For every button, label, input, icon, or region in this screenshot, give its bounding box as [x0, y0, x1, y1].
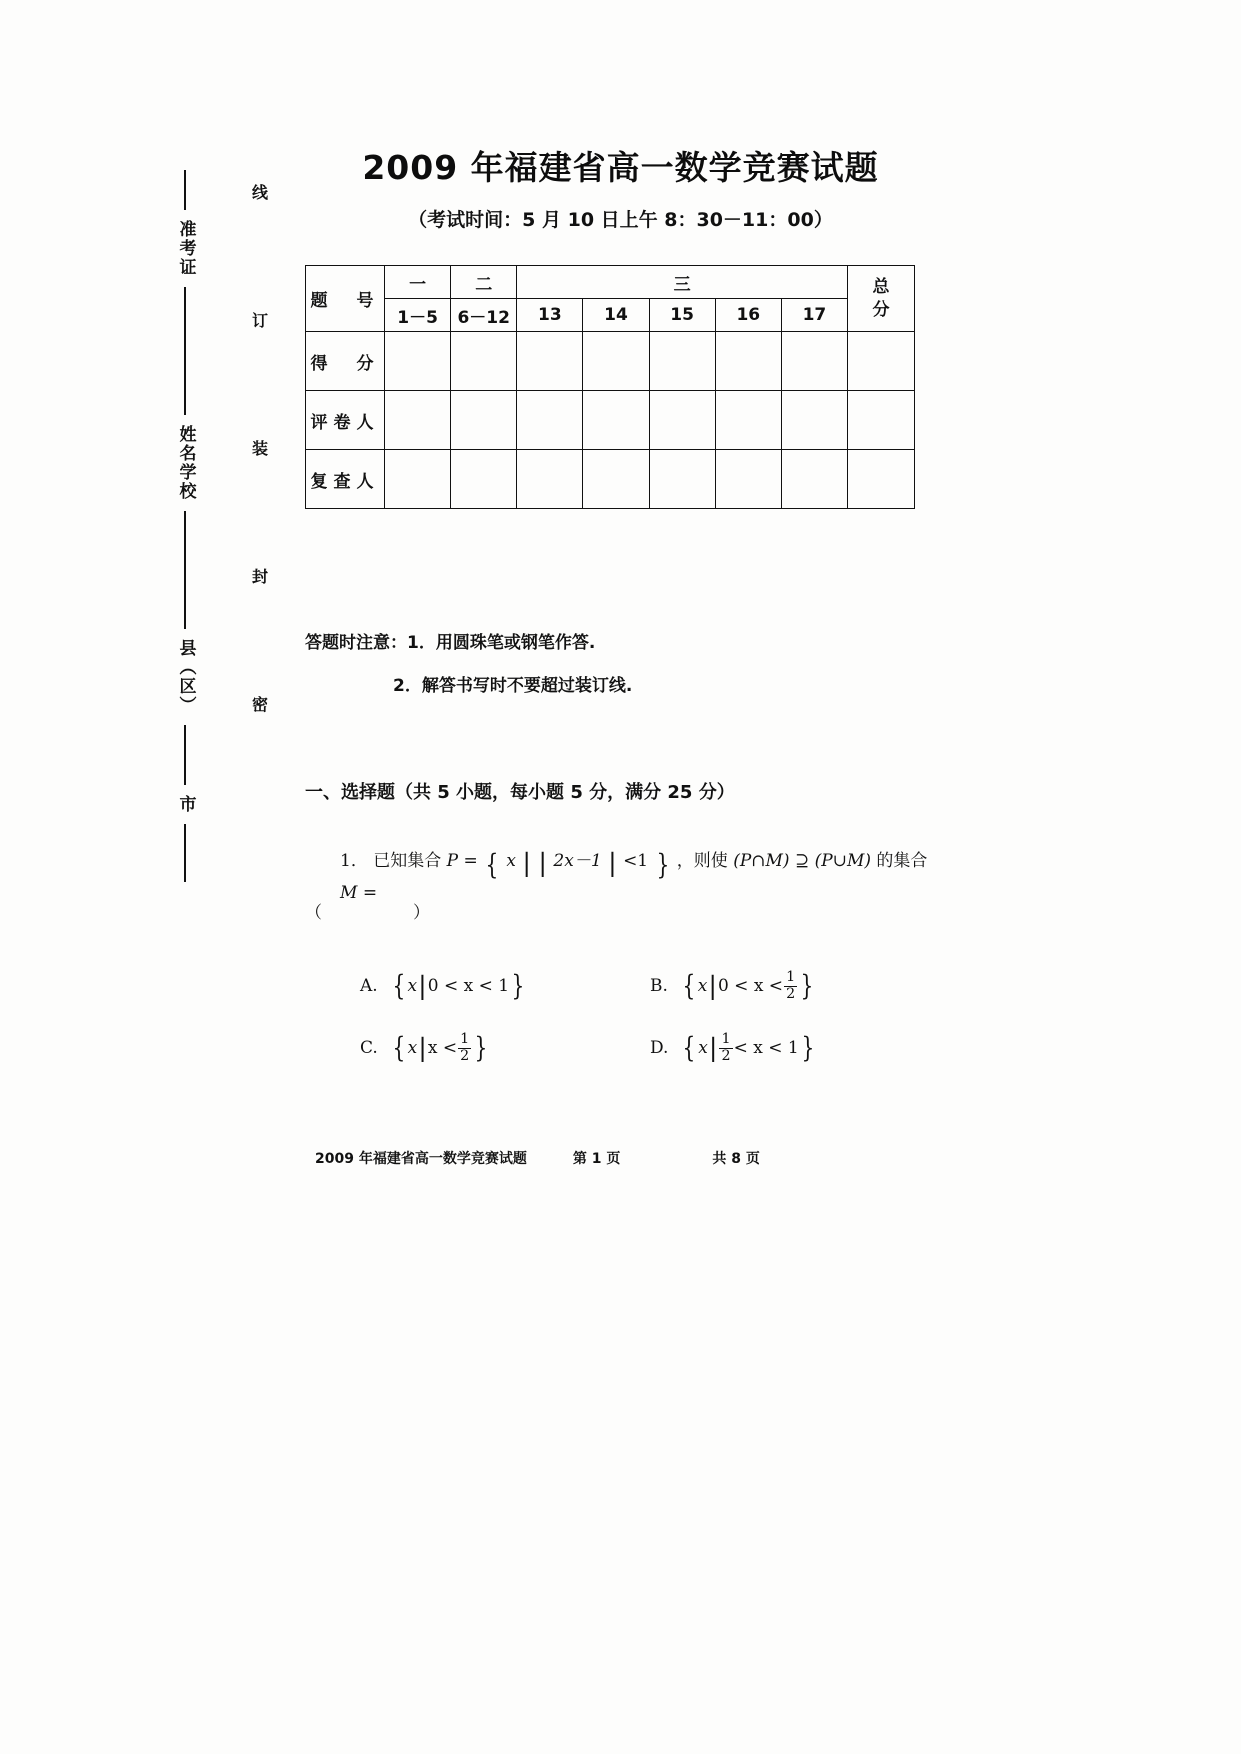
footer-total-pages: 共 8 页: [712, 1151, 760, 1167]
option-b-numerator: 1: [786, 969, 796, 986]
score-cell-6-12[interactable]: [451, 332, 517, 391]
score-cell-17[interactable]: [781, 332, 847, 391]
student-info-column: [162, 160, 208, 1110]
option-row-cd: [360, 1017, 920, 1079]
field-county: 县（区）: [175, 639, 196, 715]
field-city: 市: [175, 795, 196, 814]
abs-close-icon: |: [608, 848, 617, 879]
grader-cell-1-5[interactable]: [385, 391, 451, 450]
score-cell-13[interactable]: [517, 332, 583, 391]
question-1-intersection: (P∩M): [733, 851, 790, 871]
option-b-tag: B.: [650, 976, 668, 996]
section-heading-multiple-choice: 一、选择题（共 5 小题，每小题 5 分，满分 25 分）: [305, 782, 735, 803]
reviewer-cell-15[interactable]: [649, 450, 715, 509]
instruction-line-1: 答题时注意：1．用圆珠笔或钢笔作答.: [305, 633, 596, 653]
score-cell-15[interactable]: [649, 332, 715, 391]
question-1-text-before: 已知集合: [373, 851, 442, 871]
exam-time-subtitle: （考试时间：5 月 10 日上午 8：30－11：00）: [408, 209, 833, 231]
reviewer-cell-total[interactable]: [848, 450, 915, 509]
reviewer-cell-13[interactable]: [517, 450, 583, 509]
option-d-fraction: [719, 1032, 732, 1064]
question-1-text-after: 的集合: [876, 851, 928, 871]
seal-word-zhuang: 装: [249, 440, 269, 456]
question-1-number: 1．: [340, 851, 368, 871]
option-a-condition: 0 < x < 1: [427, 976, 510, 996]
option-d[interactable]: D. { x | $\frac{1}{2}$ < x < 1 }: [650, 1031, 815, 1064]
option-b-var: x: [697, 976, 708, 996]
option-row-ab: [360, 955, 920, 1017]
grader-cell-13[interactable]: [517, 391, 583, 450]
instruction-line-2: 2．解答书写时不要超过装订线.: [393, 676, 633, 697]
option-a-var: x: [407, 976, 418, 996]
option-d-tag: D.: [650, 1038, 669, 1058]
grader-cell-15[interactable]: [649, 391, 715, 450]
option-b-fraction: [784, 970, 797, 1002]
grader-cell-16[interactable]: [715, 391, 781, 450]
grader-cell-14[interactable]: [583, 391, 649, 450]
score-cell-1-5[interactable]: [385, 332, 451, 391]
option-b-condition-prefix: 0 < x <: [717, 976, 784, 996]
score-table-row-header: 题 号: [306, 266, 385, 332]
row-label-grader: 评卷人: [306, 391, 385, 450]
rule-2: [184, 511, 186, 629]
question-1-options: [360, 955, 920, 1079]
question-1-equals: =: [463, 851, 478, 871]
seal-word-mi: 密: [249, 696, 269, 712]
reviewer-cell-1-5[interactable]: [385, 450, 451, 509]
score-cell-16[interactable]: [715, 332, 781, 391]
total-line-1: 总: [872, 276, 890, 297]
score-table: [305, 265, 915, 509]
rule-3: [184, 725, 186, 785]
binding-margin: [150, 160, 290, 1110]
page-footer: [315, 1148, 935, 1168]
rule-bottom: [184, 824, 186, 882]
grader-cell-6-12[interactable]: [451, 391, 517, 450]
question-range-6-12: 6－12: [451, 299, 517, 332]
section-three-header: 三: [517, 266, 848, 299]
option-c-numerator: 1: [460, 1031, 470, 1048]
score-cell-14[interactable]: [583, 332, 649, 391]
option-b-denominator: 2: [786, 985, 796, 1002]
abs-open-icon: |: [538, 848, 548, 879]
seal-word-ding: 订: [249, 312, 269, 328]
question-1-supseteq: ⊇: [794, 851, 810, 871]
question-15: 15: [649, 299, 715, 332]
option-a[interactable]: A. { x | 0 < x < 1 }: [360, 969, 525, 1002]
option-c-condition-prefix: x <: [427, 1038, 458, 1058]
option-d-denominator: 2: [721, 1047, 731, 1064]
option-b[interactable]: B. { x | 0 < x < $\frac{1}{2}$ }: [650, 969, 814, 1002]
section-one-header: 一: [385, 266, 451, 299]
question-17: 17: [781, 299, 847, 332]
question-1-x: x: [506, 851, 517, 871]
option-d-numerator: 1: [721, 1031, 731, 1048]
question-14: 14: [583, 299, 649, 332]
reviewer-cell-6-12[interactable]: [451, 450, 517, 509]
row-label-reviewer: 复查人: [306, 450, 385, 509]
question-1-set-m: M: [340, 883, 358, 904]
question-1-answer-blank[interactable]: （ ）: [305, 903, 440, 923]
seal-line-column: [236, 160, 282, 1110]
question-1-text-mid: ，则使: [676, 851, 728, 871]
grader-row: [306, 391, 915, 450]
option-c-fraction: [458, 1032, 471, 1064]
reviewer-row: [306, 450, 915, 509]
row-label-score: 得 分: [306, 332, 385, 391]
option-c-tag: C.: [360, 1038, 378, 1058]
field-name: 姓名: [175, 425, 196, 463]
total-line-2: 分: [872, 299, 890, 320]
option-a-tag: A.: [360, 976, 378, 996]
option-d-var: x: [698, 1038, 708, 1058]
question-1-m-equals: =: [362, 883, 378, 904]
field-school: 学校: [175, 463, 196, 501]
field-admission-ticket: 准考证: [175, 220, 196, 277]
score-cell-total[interactable]: [848, 332, 915, 391]
question-1-union: (P∪M): [814, 851, 871, 871]
reviewer-cell-16[interactable]: [715, 450, 781, 509]
footer-title: 2009 年福建省高一数学竞赛试题: [315, 1151, 527, 1167]
option-c[interactable]: C. { x | x < $\frac{1}{2}$ }: [360, 1031, 488, 1064]
seal-word-xian: 线: [249, 184, 269, 200]
rule-1: [184, 287, 186, 415]
question-1-set-p: P: [446, 851, 459, 871]
grader-cell-total[interactable]: [848, 391, 915, 450]
footer-page-number: 第 1 页: [572, 1151, 621, 1167]
option-c-var: x: [407, 1038, 418, 1058]
seal-word-feng: 封: [249, 568, 269, 584]
score-row: [306, 332, 915, 391]
question-1: 1． 已知集合 P = { x | | 2x－1 | <1 } ，则使 (P∩M) ⊇ (P∪M) 的集合 M =: [340, 847, 928, 904]
reviewer-cell-14[interactable]: [583, 450, 649, 509]
question-range-1-5: 1－5: [385, 299, 451, 332]
section-two-header: 二: [451, 266, 517, 299]
total-score-header: [848, 266, 915, 332]
score-table-number-row: [306, 299, 915, 332]
page-title: 2009 年福建省高一数学竞赛试题: [362, 148, 879, 187]
option-c-denominator: 2: [460, 1047, 470, 1064]
question-16: 16: [715, 299, 781, 332]
such-that-bar-icon: |: [522, 848, 532, 879]
question-1-lt: <1: [623, 851, 649, 871]
grader-cell-17[interactable]: [781, 391, 847, 450]
reviewer-cell-17[interactable]: [781, 450, 847, 509]
question-1-abs-expr: 2x－1: [553, 851, 602, 871]
answer-instructions: [305, 622, 925, 709]
question-13: 13: [517, 299, 583, 332]
score-table-section-row: [306, 266, 915, 299]
option-d-condition-suffix: < x < 1: [733, 1038, 799, 1058]
